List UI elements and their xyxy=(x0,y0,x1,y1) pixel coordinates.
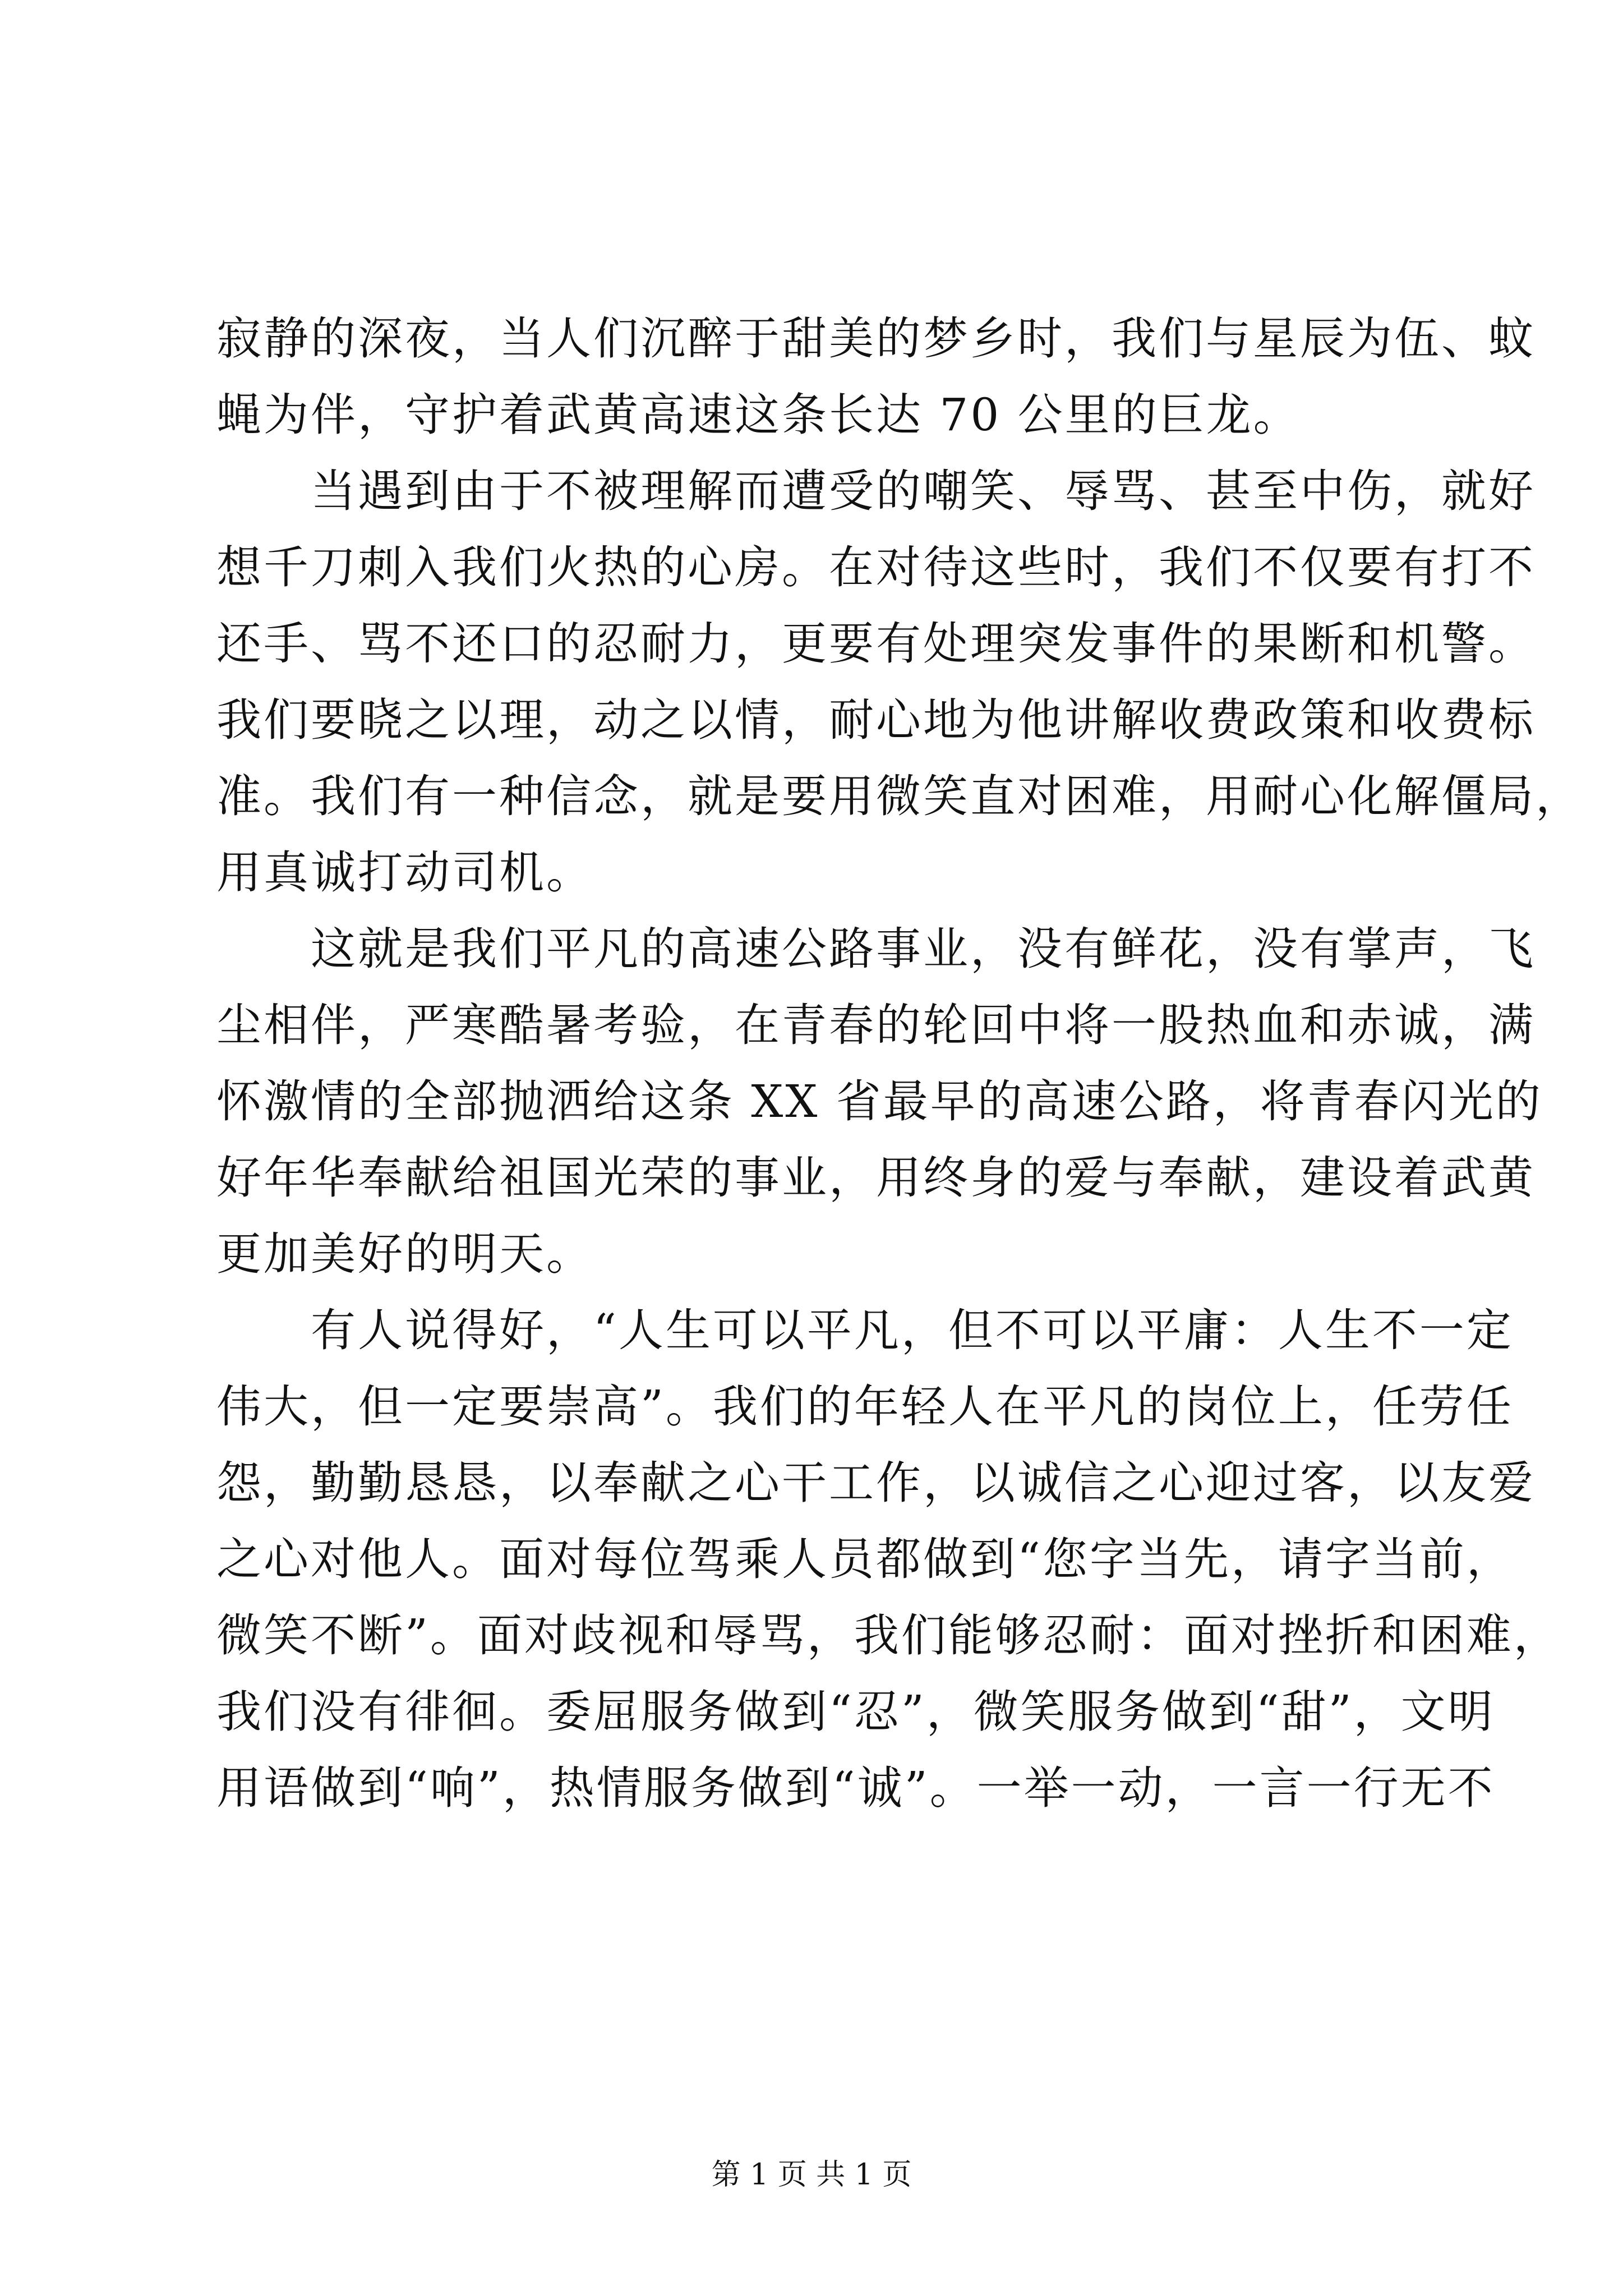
paragraph-4-line-1: 有人说得好，“人生可以平凡，但不可以平庸：人生不一定 xyxy=(311,1304,1514,1356)
paragraph-4-line-4: 之心对他人。面对每位驾乘人员都做到“您字当先，请字当前， xyxy=(216,1533,1514,1585)
paragraph-4-line-5: 微笑不断”。面对歧视和辱骂，我们能够忍耐：面对挫折和困难， xyxy=(216,1609,1561,1662)
paragraph-3-line-1: 这就是我们平凡的高速公路事业，没有鲜花，没有掌声，飞 xyxy=(311,923,1536,975)
paragraph-3-line-5: 更加美好的明天。 xyxy=(216,1228,593,1280)
document-body xyxy=(216,301,1583,1826)
paragraph-3-line-3: 怀激情的全部抛洒给这条 XX 省最早的高速公路，将青春闪光的 xyxy=(216,1075,1543,1128)
paragraph-4-line-2: 伟大，但一定要崇高”。我们的年轻人在平凡的岗位上，任劳任 xyxy=(216,1381,1514,1433)
paragraph-4-line-6: 我们没有徘徊。委屈服务做到“忍”，微笑服务做到“甜”，文明 xyxy=(216,1686,1495,1738)
paragraph-2-line-5: 准。我们有一种信念，就是要用微笑直对困难，用耐心化解僵局， xyxy=(216,770,1583,822)
paragraph-2-line-2: 想千刀刺入我们火热的心房。在对待这些时，我们不仅要有打不 xyxy=(216,541,1536,593)
paragraph-2-line-4: 我们要晓之以理，动之以情，耐心地为他讲解收费政策和收费标 xyxy=(216,694,1536,746)
paragraph-4-line-7: 用语做到“响”，热情服务做到“诚”。一举一动，一言一行无不 xyxy=(216,1762,1495,1814)
paragraph-4-line-3: 怨，勤勤恳恳，以奉献之心干工作，以诚信之心迎过客，以友爱 xyxy=(216,1457,1536,1509)
paragraph-1-line-2: 蝇为伴，守护着武黄高速这条长达 70 公里的巨龙。 xyxy=(216,389,1301,441)
paragraph-3-line-2: 尘相伴，严寒酷暑考验，在青春的轮回中将一股热血和赤诚，满 xyxy=(216,999,1536,1051)
page-number-footer: 第 1 页 共 1 页 xyxy=(711,2158,912,2192)
paragraph-2-line-6: 用真诚打动司机。 xyxy=(216,846,593,899)
paragraph-2-line-3: 还手、骂不还口的忍耐力，更要有处理突发事件的果断和机警。 xyxy=(216,618,1536,670)
paragraph-2-line-1: 当遇到由于不被理解而遭受的嘲笑、辱骂、甚至中伤，就好 xyxy=(311,465,1536,517)
paragraph-1-line-1: 寂静的深夜，当人们沉醉于甜美的梦乡时，我们与星辰为伍、蚊 xyxy=(216,312,1536,365)
paragraph-3-line-4: 好年华奉献给祖国光荣的事业，用终身的爱与奉献，建设着武黄 xyxy=(216,1152,1536,1204)
